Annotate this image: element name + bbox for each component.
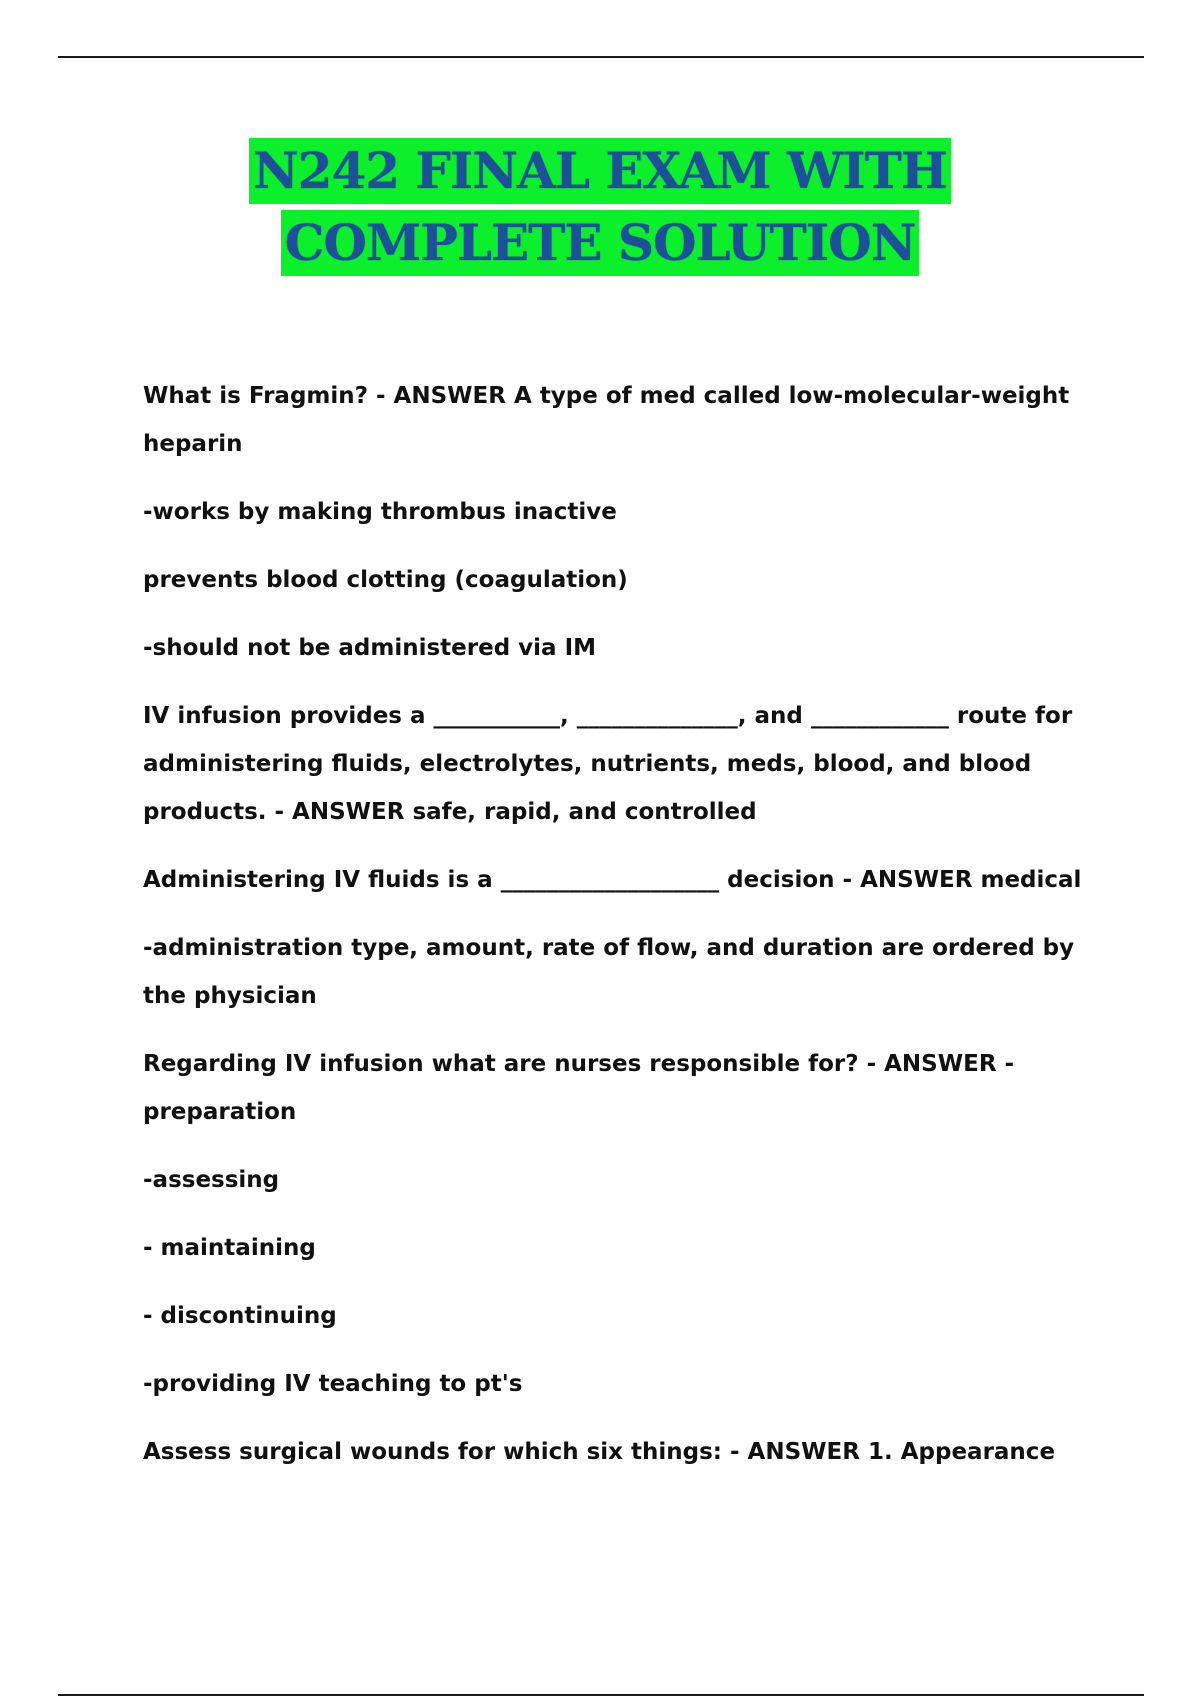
paragraph-teaching: -providing IV teaching to pt's bbox=[143, 1371, 523, 1397]
paragraph-iv-fluids-question: Administering IV fluids is a ___________________ decision - ANSWER medical bbox=[143, 867, 1082, 893]
bottom-rule bbox=[58, 1694, 1144, 1696]
paragraph-administration: -administration type, amount, rate of flow, and duration are ordered by the physician bbox=[143, 935, 1083, 1009]
paragraph-surgical-wounds-question: Assess surgical wounds for which six things: - ANSWER 1. Appearance bbox=[143, 1439, 1056, 1465]
paragraph-im: -should not be administered via IM bbox=[143, 635, 597, 661]
title-line-2: COMPLETE SOLUTION bbox=[281, 210, 920, 276]
paragraph-iv-infusion-question: IV infusion provides a ___________, ______________, and ____________ route for administering fluids, electrolytes, nutrients, meds, blood, and blood products. - ANSWER safe, rapid, and controlled bbox=[143, 703, 1081, 825]
paragraph-maintaining: - maintaining bbox=[143, 1235, 316, 1261]
document-title bbox=[0, 138, 1200, 276]
title-line-1: N242 FINAL EXAM WITH bbox=[249, 138, 951, 204]
paragraph-discontinuing: - discontinuing bbox=[143, 1303, 337, 1329]
document-body bbox=[143, 372, 1093, 1496]
paragraph-nurses-question: Regarding IV infusion what are nurses responsible for? - ANSWER -preparation bbox=[143, 1051, 1015, 1125]
top-rule bbox=[58, 56, 1144, 58]
paragraph-thrombus: -works by making thrombus inactive bbox=[143, 499, 617, 525]
paragraph-clotting: prevents blood clotting (coagulation) bbox=[143, 567, 628, 593]
paragraph-fragmin-question: What is Fragmin? - ANSWER A type of med called low-molecular-weight heparin bbox=[143, 383, 1078, 457]
paragraph-assessing: -assessing bbox=[143, 1167, 280, 1193]
